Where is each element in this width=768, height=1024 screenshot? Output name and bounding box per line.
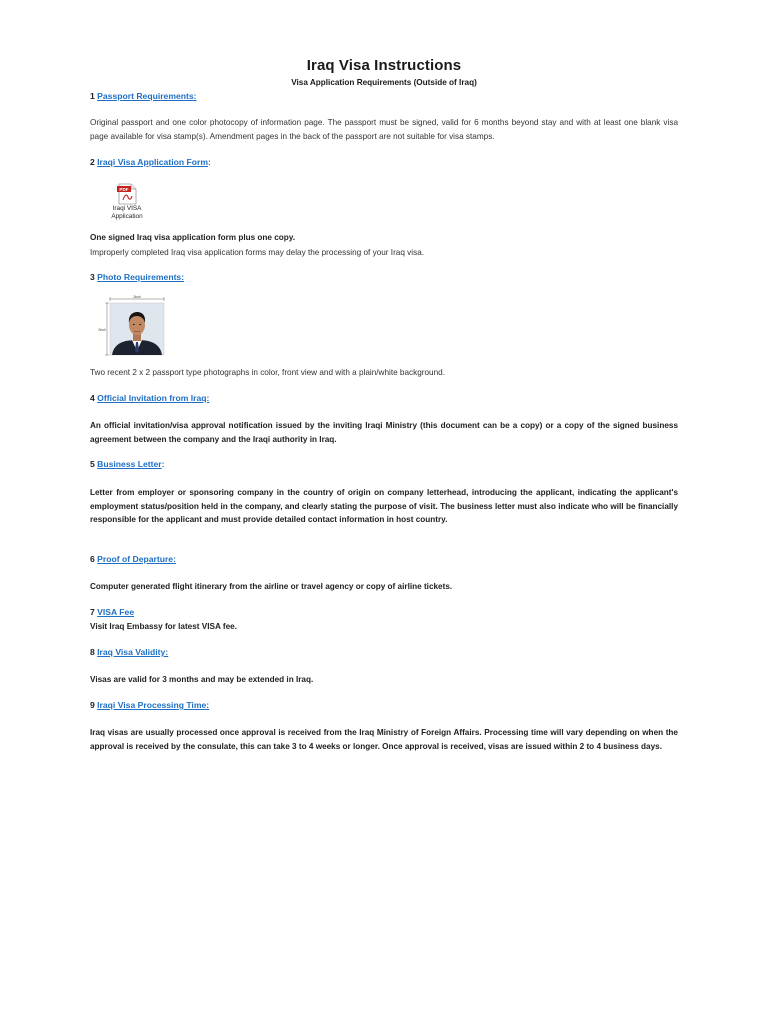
photo-width-label: 2inch [133, 295, 141, 299]
passport-photo-image [98, 295, 168, 357]
section-4-heading [90, 393, 209, 403]
section-number: 3 [90, 272, 95, 282]
pdf-file-icon [116, 183, 138, 205]
page-title: Iraq Visa Instructions [306, 57, 462, 74]
processing-time-text: Iraq visas are usually processed once approval is received from the Iraq Ministry of Foreign Affairs. Processing time will vary depending on when the approval is received by the consulate, this can take 3 to 4 weeks or longer. Once approval is received, visas are issued within 2 to 4 business days. [90, 728, 678, 751]
passport-requirements-text: Original passport and one color photocopy of information page. The passport must be signed, valid for 6 months beyond stay and with at least one blank visa page available for visa stamp(s). Amendment pages in the back of the passport are not suitable for visa stamps. [90, 118, 678, 141]
business-letter-link[interactable]: Business Letter [97, 459, 162, 469]
pdf-caption-line-2: Application [111, 212, 143, 220]
section-1-heading [90, 91, 197, 101]
section-number: 1 [90, 91, 95, 101]
visa-validity-link[interactable]: Iraq Visa Validity: [97, 647, 169, 657]
heading-colon: : [207, 157, 211, 167]
section-number: 9 [90, 700, 95, 710]
photo-height-label: 2inch [98, 328, 106, 332]
heading-colon: : [161, 459, 165, 469]
official-invitation-text: An official invitation/visa approval notification issued by the inviting Iraqi Ministry (this document can be a copy) or a copy of the signed business agreement between the company and the Iraqi authority in Iraq. [90, 421, 678, 444]
passport-photo-example [98, 295, 168, 357]
application-form-bold-text: One signed Iraq visa application form plus one copy. [90, 233, 296, 242]
section-number: 8 [90, 647, 95, 657]
section-3-heading [90, 272, 184, 282]
section-6-heading [90, 554, 176, 564]
section-2-heading [90, 157, 211, 167]
proof-of-departure-text: Computer generated flight itinerary from the airline or travel agency or copy of airline tickets. [90, 582, 453, 591]
section-number: 6 [90, 554, 95, 564]
official-invitation-link[interactable]: Official Invitation from Iraq: [97, 393, 210, 403]
section-number: 7 [90, 607, 95, 617]
section-number: 2 [90, 157, 95, 167]
visa-fee-link[interactable]: VISA Fee [97, 607, 135, 617]
pdf-caption-line-1: Iraqi VISA [112, 205, 142, 212]
section-7-heading [90, 607, 134, 617]
section-number: 4 [90, 393, 95, 403]
processing-time-link[interactable]: Iraqi Visa Processing Time: [97, 700, 210, 710]
section-8-heading [90, 647, 168, 657]
page-subtitle: Visa Application Requirements (Outside of Iraq) [291, 78, 477, 87]
application-form-text: Improperly completed Iraq visa application forms may delay the processing of your Iraq visa. [90, 248, 425, 257]
proof-of-departure-link[interactable]: Proof of Departure: [97, 554, 176, 564]
section-9-heading [90, 700, 209, 710]
pdf-download-icon[interactable] [107, 183, 147, 227]
visa-application-form-link[interactable]: Iraqi Visa Application Form [97, 157, 208, 167]
pdf-badge-label: PDF [119, 187, 129, 192]
business-letter-text: Letter from employer or sponsoring company in the country of origin on company letterhead, introducing the applicant, indicating the applicant's employment status/position held in the company, and clearly stating the purpose of visit. The business letter must also indicate who will be financially responsible for the applicant and must provide detailed contact information in host country. [90, 488, 678, 524]
photo-requirements-text: Two recent 2 x 2 passport type photographs in color, front view and with a plain/white background. [90, 368, 445, 377]
passport-requirements-link[interactable]: Passport Requirements: [97, 91, 197, 101]
visa-validity-text: Visas are valid for 3 months and may be extended in Iraq. [90, 675, 314, 684]
photo-requirements-link[interactable]: Photo Requirements: [97, 272, 185, 282]
visa-fee-text: Visit Iraq Embassy for latest VISA fee. [90, 622, 237, 631]
section-5-heading [90, 459, 165, 469]
section-number: 5 [90, 459, 95, 469]
